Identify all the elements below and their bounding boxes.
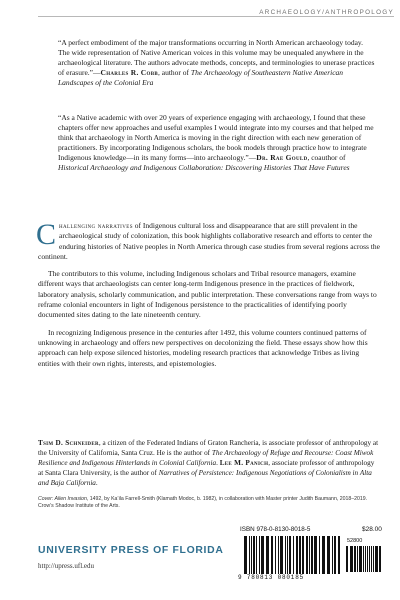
blurb-work-title: Historical Archaeology and Indigenous Collaboration: Discovering Histories That Have Futures xyxy=(58,163,350,173)
blurb-cobb xyxy=(58,38,376,88)
editor-name: Lee M. Panich xyxy=(219,458,269,467)
bio-text: , a citizen of the Federated Indians of Graton Rancheria, is associate professor of anthropology at the University of California, Santa Cruz. He is the author of xyxy=(38,439,379,457)
isbn-barcode xyxy=(244,536,340,574)
drop-cap: C xyxy=(36,218,57,251)
blurb-gould xyxy=(58,113,376,174)
bio-text: , associate professor of anthropology at Santa Clara University, is the author of xyxy=(38,458,375,477)
book-description xyxy=(36,218,380,376)
bio-work-title: The Archaeology of Refuge and Recourse: Coast Miwok Resilience and Indigenous Hinterlands in Colonial California xyxy=(38,448,374,467)
blurb-text: “As a Native academic with over 20 years of experience engaging with archaeology, I found that these chapters offer new approaches and useful examples I would integrate into my courses and that helped me think that archaeology in North America is moving in the right direction with each new generation of practitioners. By incorporating Indigenous scholars, the book models through practice how to integrate Indigenous knowledge—in its many forms—into archaeology.”— xyxy=(58,113,374,163)
price-code: 52800 xyxy=(347,538,363,544)
blurb-author: Dr. Rae Gould xyxy=(256,153,308,163)
publisher-name: UNIVERSITY PRESS OF FLORIDA xyxy=(38,545,224,556)
description-paragraph xyxy=(36,218,380,262)
price-barcode xyxy=(346,546,382,572)
top-rule xyxy=(38,16,394,17)
bio-text: . xyxy=(216,458,220,467)
blurb-affiliation: , author of xyxy=(157,68,191,78)
cover-credit-label: Cover: xyxy=(38,496,55,502)
blurb-work-title: The Archaeology of Southeastern Native American Landscapes of the Colonial Era xyxy=(58,68,344,88)
editor-bios xyxy=(38,439,380,489)
blurb-affiliation: , coauthor of xyxy=(307,153,346,163)
category-label: ARCHAEOLOGY/ANTHROPOLOGY xyxy=(253,9,394,16)
bio-text: . xyxy=(95,478,98,487)
blurb-text: “A perfect embodiment of the major transformations occurring in North American archaeology today. The wide representation of Native American voices in this volume may be unequaled anywhere in the archaeological literature. The authors advocate methods, concepts, and terminologies to unerase practices of erasure.”— xyxy=(58,38,375,78)
price-label: $28.00 xyxy=(362,526,382,533)
publisher-url[interactable]: http://upress.ufl.edu xyxy=(38,562,94,570)
editor-name: Tsim D. Schneider xyxy=(38,439,99,447)
bio-work-title: Narratives of Persistence: Indigenous Negotiations of Colonialism in Alta and Baja California xyxy=(38,468,372,487)
blurb-author: Charles R. Cobb xyxy=(100,68,158,78)
lead-in: hallenging narratives xyxy=(59,221,133,230)
cover-credit-text: , 1492, by Ka’ila Farrell-Smith (Klamath Modoc, b. 1982), in collaboration with Master printer Judith Baumann, 2018–2019. Crow’s Shadow Institute of the Arts. xyxy=(38,496,368,510)
cover-art-title: Alien Invasion xyxy=(54,496,87,502)
description-text: of Indigenous cultural loss and disappearance that are still prevalent in the archaeological study of colonization, this book highlights collaborative research and efforts to center the enduring histories of Native peoples in North America through case studies from several regions across the continent. xyxy=(38,221,380,261)
isbn-label: ISBN 978-0-8130-8018-5 xyxy=(240,526,311,533)
cover-credit xyxy=(38,496,380,511)
description-paragraph: The contributors to this volume, including Indigenous scholars and Tribal resource managers, examine different ways that archaeologists can center long-term Indigenous presence in the practices of fieldwork, laboratory analysis, scholarly communication, and public interpretation. These conversations range from ways to reframe colonial encounters in light of Indigenous persistence to the practicalities of identifying poorly documented sites dating to the late nineteenth century. xyxy=(38,269,377,320)
description-paragraph: In recognizing Indigenous presence in the centuries after 1492, this volume counters continued patterns of unknowing in archaeology and offers new perspectives on decolonizing the field. These essays show how this approach can help expose silenced histories, modeling research practices that acknowledge Tribes as living entities with their own rights, interests, and epistemologies. xyxy=(38,327,368,368)
barcode-digits: 9 780813 080185 xyxy=(238,574,305,581)
